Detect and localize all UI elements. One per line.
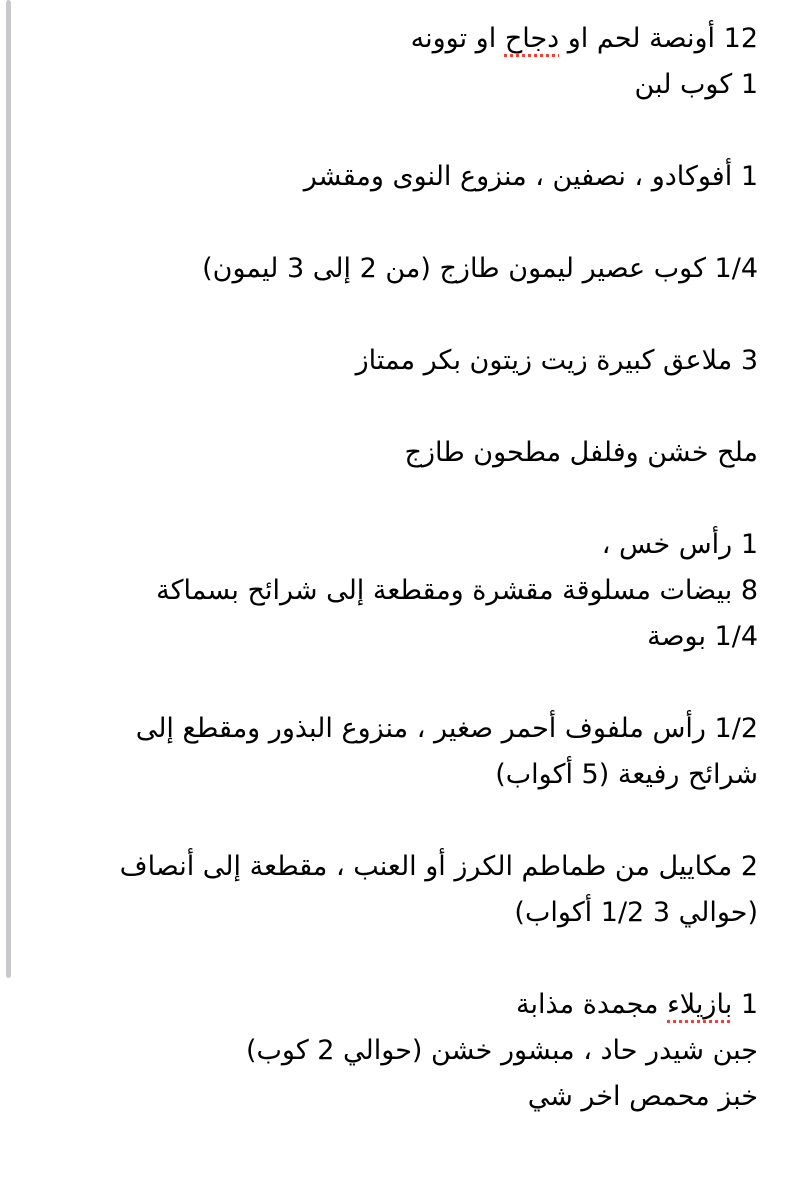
note-text: 12 أونصة لحم او	[559, 23, 758, 54]
misspelled-word[interactable]: دجاح	[504, 23, 560, 54]
note-line: ملح خشن وفلفل مطحون طازج	[404, 437, 758, 468]
note-line: (حوالي 3 1/2 أكواب)	[514, 897, 758, 928]
blank-line	[40, 798, 758, 844]
note-line: شرائح رفيعة (5 أكواب)	[495, 759, 758, 790]
blank-line	[40, 476, 758, 522]
note-body[interactable]	[40, 16, 758, 1120]
note-line	[40, 982, 758, 1028]
note-line: 2 مكاييل من طماطم الكرز أو العنب ، مقطعة إلى أنصاف	[119, 851, 758, 882]
misspelled-word[interactable]: بازيلاء	[667, 989, 733, 1020]
note-text: او توونه	[410, 23, 505, 54]
blank-line	[40, 200, 758, 246]
note-text: 1	[732, 989, 758, 1020]
note-line: 1/2 رأس ملفوف أحمر صغير ، منزوع البذور ومقطع إلى	[135, 713, 758, 744]
note-line: جبن شيدر حاد ، مبشور خشن (حوالي 2 كوب)	[245, 1035, 758, 1066]
blank-line	[40, 108, 758, 154]
blank-line	[40, 384, 758, 430]
blank-line	[40, 292, 758, 338]
note-line: 1 رأس خس ،	[601, 529, 758, 560]
note-line: 1 أفوكادو ، نصفين ، منزوع النوى ومقشر	[303, 161, 758, 192]
note-line: 1/4 كوب عصير ليمون طازج (من 2 إلى 3 ليمون)	[202, 253, 758, 284]
note-line: 1/4 بوصة	[647, 621, 758, 652]
note-line: 8 بيضات مسلوقة مقشرة ومقطعة إلى شرائح بسماكة	[156, 575, 758, 606]
blank-line	[40, 660, 758, 706]
note-line: خبز محمص اخر شي	[527, 1081, 758, 1112]
vertical-scrollbar[interactable]	[6, 0, 11, 978]
note-line	[40, 16, 758, 62]
note-text: مجمدة مذابة	[515, 989, 668, 1020]
blank-line	[40, 936, 758, 982]
note-line: 3 ملاعق كبيرة زيت زيتون بكر ممتاز	[355, 345, 758, 376]
note-line: 1 كوب لبن	[634, 69, 758, 100]
